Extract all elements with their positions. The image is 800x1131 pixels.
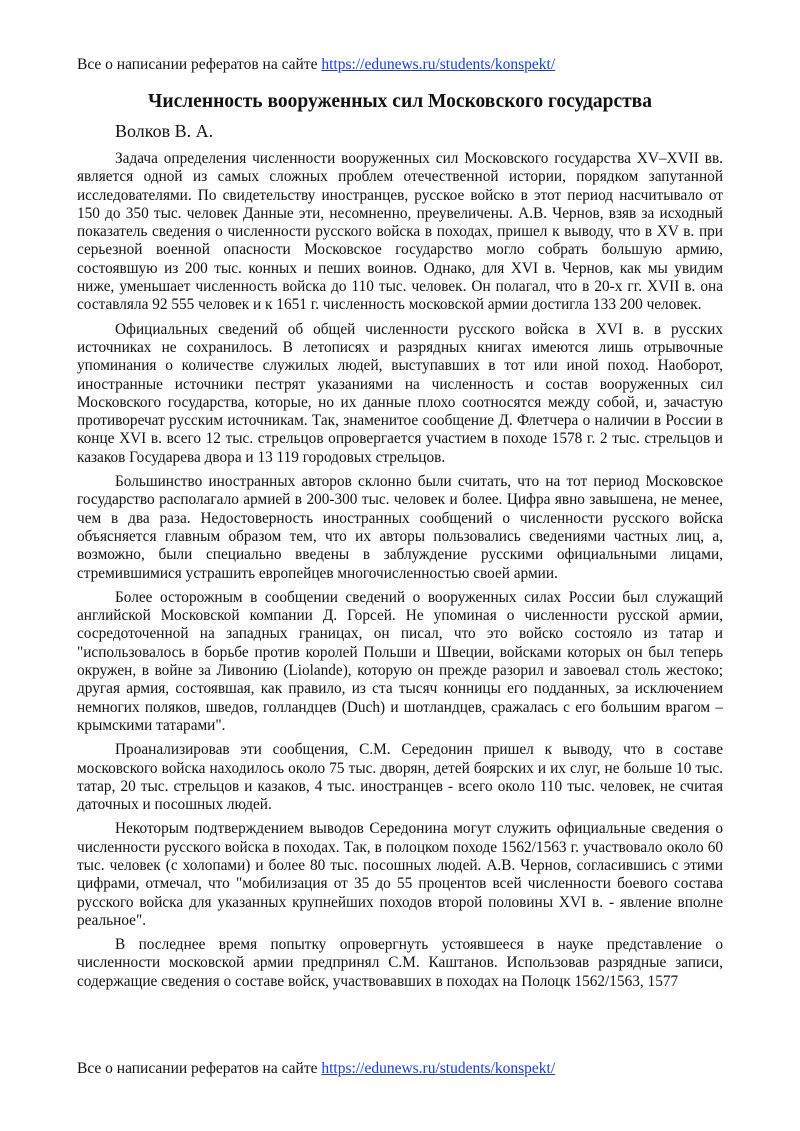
paragraph: Проанализировав эти сообщения, С.М. Середонин пришел к выводу, что в составе московского войска находилось около 75 тыс. дворян, детей боярских и их слуг, не больше 10 тыс. татар, 20 тыс. стрельцов и казаков, 4 тыс. иностранцев - всего около 110 тыс. человек, не считая даточных и посошных людей. — [77, 741, 723, 814]
article-body — [77, 150, 723, 1050]
footer-prefix-text: Все о написании рефератов на сайте — [77, 1060, 322, 1077]
paragraph: Некоторым подтверждением выводов Середонина могут служить официальные сведения о численности русского войска в походах. Так, в полоцком походе 1562/1563 г. участвовало около 60 тыс. человек (с холопами) и более 80 тыс. посошных людей. А.В. Чернов, согласившись с этими цифрами, отмечал, что "мобилизация от 35 до 55 процентов всей численности боевого состава русского войска для указанных крупнейших походов второй половины XVI в. - явление вполне реальное". — [77, 820, 723, 929]
header-site-link[interactable]: https://edunews.ru/students/konspekt/ — [321, 56, 556, 73]
page-footer — [77, 1059, 555, 1079]
page-header — [77, 55, 555, 75]
header-prefix-text: Все о написании рефератов на сайте — [77, 56, 322, 73]
document-author: Волков В. А. — [115, 121, 214, 141]
footer-site-link[interactable]: https://edunews.ru/students/konspekt/ — [321, 1060, 556, 1077]
document-page — [77, 0, 723, 1131]
paragraph: В последнее время попытку опровергнуть устоявшееся в науке представление о численности московской армии предпринял С.М. Каштанов. Использовав разрядные записи, содержащие сведения о составе войск, участвовавших в походах на Полоцк 1562/1563, 1577 — [77, 936, 723, 990]
document-title: Численность вооруженных сил Московского государства — [148, 91, 652, 112]
paragraph: Большинство иностранных авторов склонно были считать, что на тот период Московское государство располагало армией в 200-300 тыс. человек и более. Цифра явно завышена, не менее, чем в два раза. Недостоверность иностранных сообщений о численности русского войска объясняется главным образом тем, что их авторы пользовались сведениями частных лиц, а, возможно, были специально введены в заблуждение русскими официальными лицами, стремившимися устрашить европейцев многочисленностью своей армии. — [77, 473, 723, 582]
paragraph: Более осторожным в сообщении сведений о вооруженных силах России был служащий английской Московской компании Д. Горсей. Не упоминая о численности русской армии, сосредоточенной на западных границах, он писал, что это войско состояло из татар и "использовалось в борьбе против королей Польши и Швеции, войсками которых он был теперь окружен, в войне за Ливонию (Liolande), которую он прежде разорил и завоевал столь жестоко; другая армия, состоявшая, как правило, из ста тысяч конницы его подданных, за исключением немногих поляков, шведов, голландцев (Duch) и шотландцев, сражалась с его большим врагом – крымскими татарами". — [77, 588, 723, 734]
paragraph: Официальных сведений об общей численности русского войска в XVI в. в русских источниках не сохранилось. В летописях и разрядных книгах имеются лишь отрывочные упоминания о количестве служилых людей, выступавших в тот или иной поход. Наоборот, иностранные источники пестрят указаниями на численность и состав вооруженных сил Московского государства, которые, но их данные плохо соотносятся между собой, и, зачастую противоречат русским источникам. Так, знаменитое сообщение Д. Флетчера о наличии в России в конце XVI в. всего 12 тыс. стрельцов опровергается участием в походе 1578 г. 2 тыс. стрельцов и казаков Государева двора и 13 119 городовых стрельцов. — [77, 320, 723, 466]
paragraph: Задача определения численности вооруженных сил Московского государства XV–XVII вв. является одной из самых сложных проблем отечественной истории, порядком запутанной исследователями. По свидетельству иностранцев, русское войско в этот период насчитывало от 150 до 350 тыс. человек Данные эти, несомненно, преувеличены. А.В. Чернов, взяв за исходный показатель сведения о численности русского войска в походах, пришел к выводу, что в XV в. при серьезной военной опасности Московское государство могло собрать большую армию, состоявшую из 200 тыс. конных и пеших воинов. Однако, для XVI в. Чернов, как мы увидим ниже, уменьшает численность войска до 110 тыс. человек. Он полагал, что в 20-х гг. XVII в. она составляла 92 555 человек и к 1651 г. численность московской армии достигла 133 200 человек. — [77, 150, 723, 314]
